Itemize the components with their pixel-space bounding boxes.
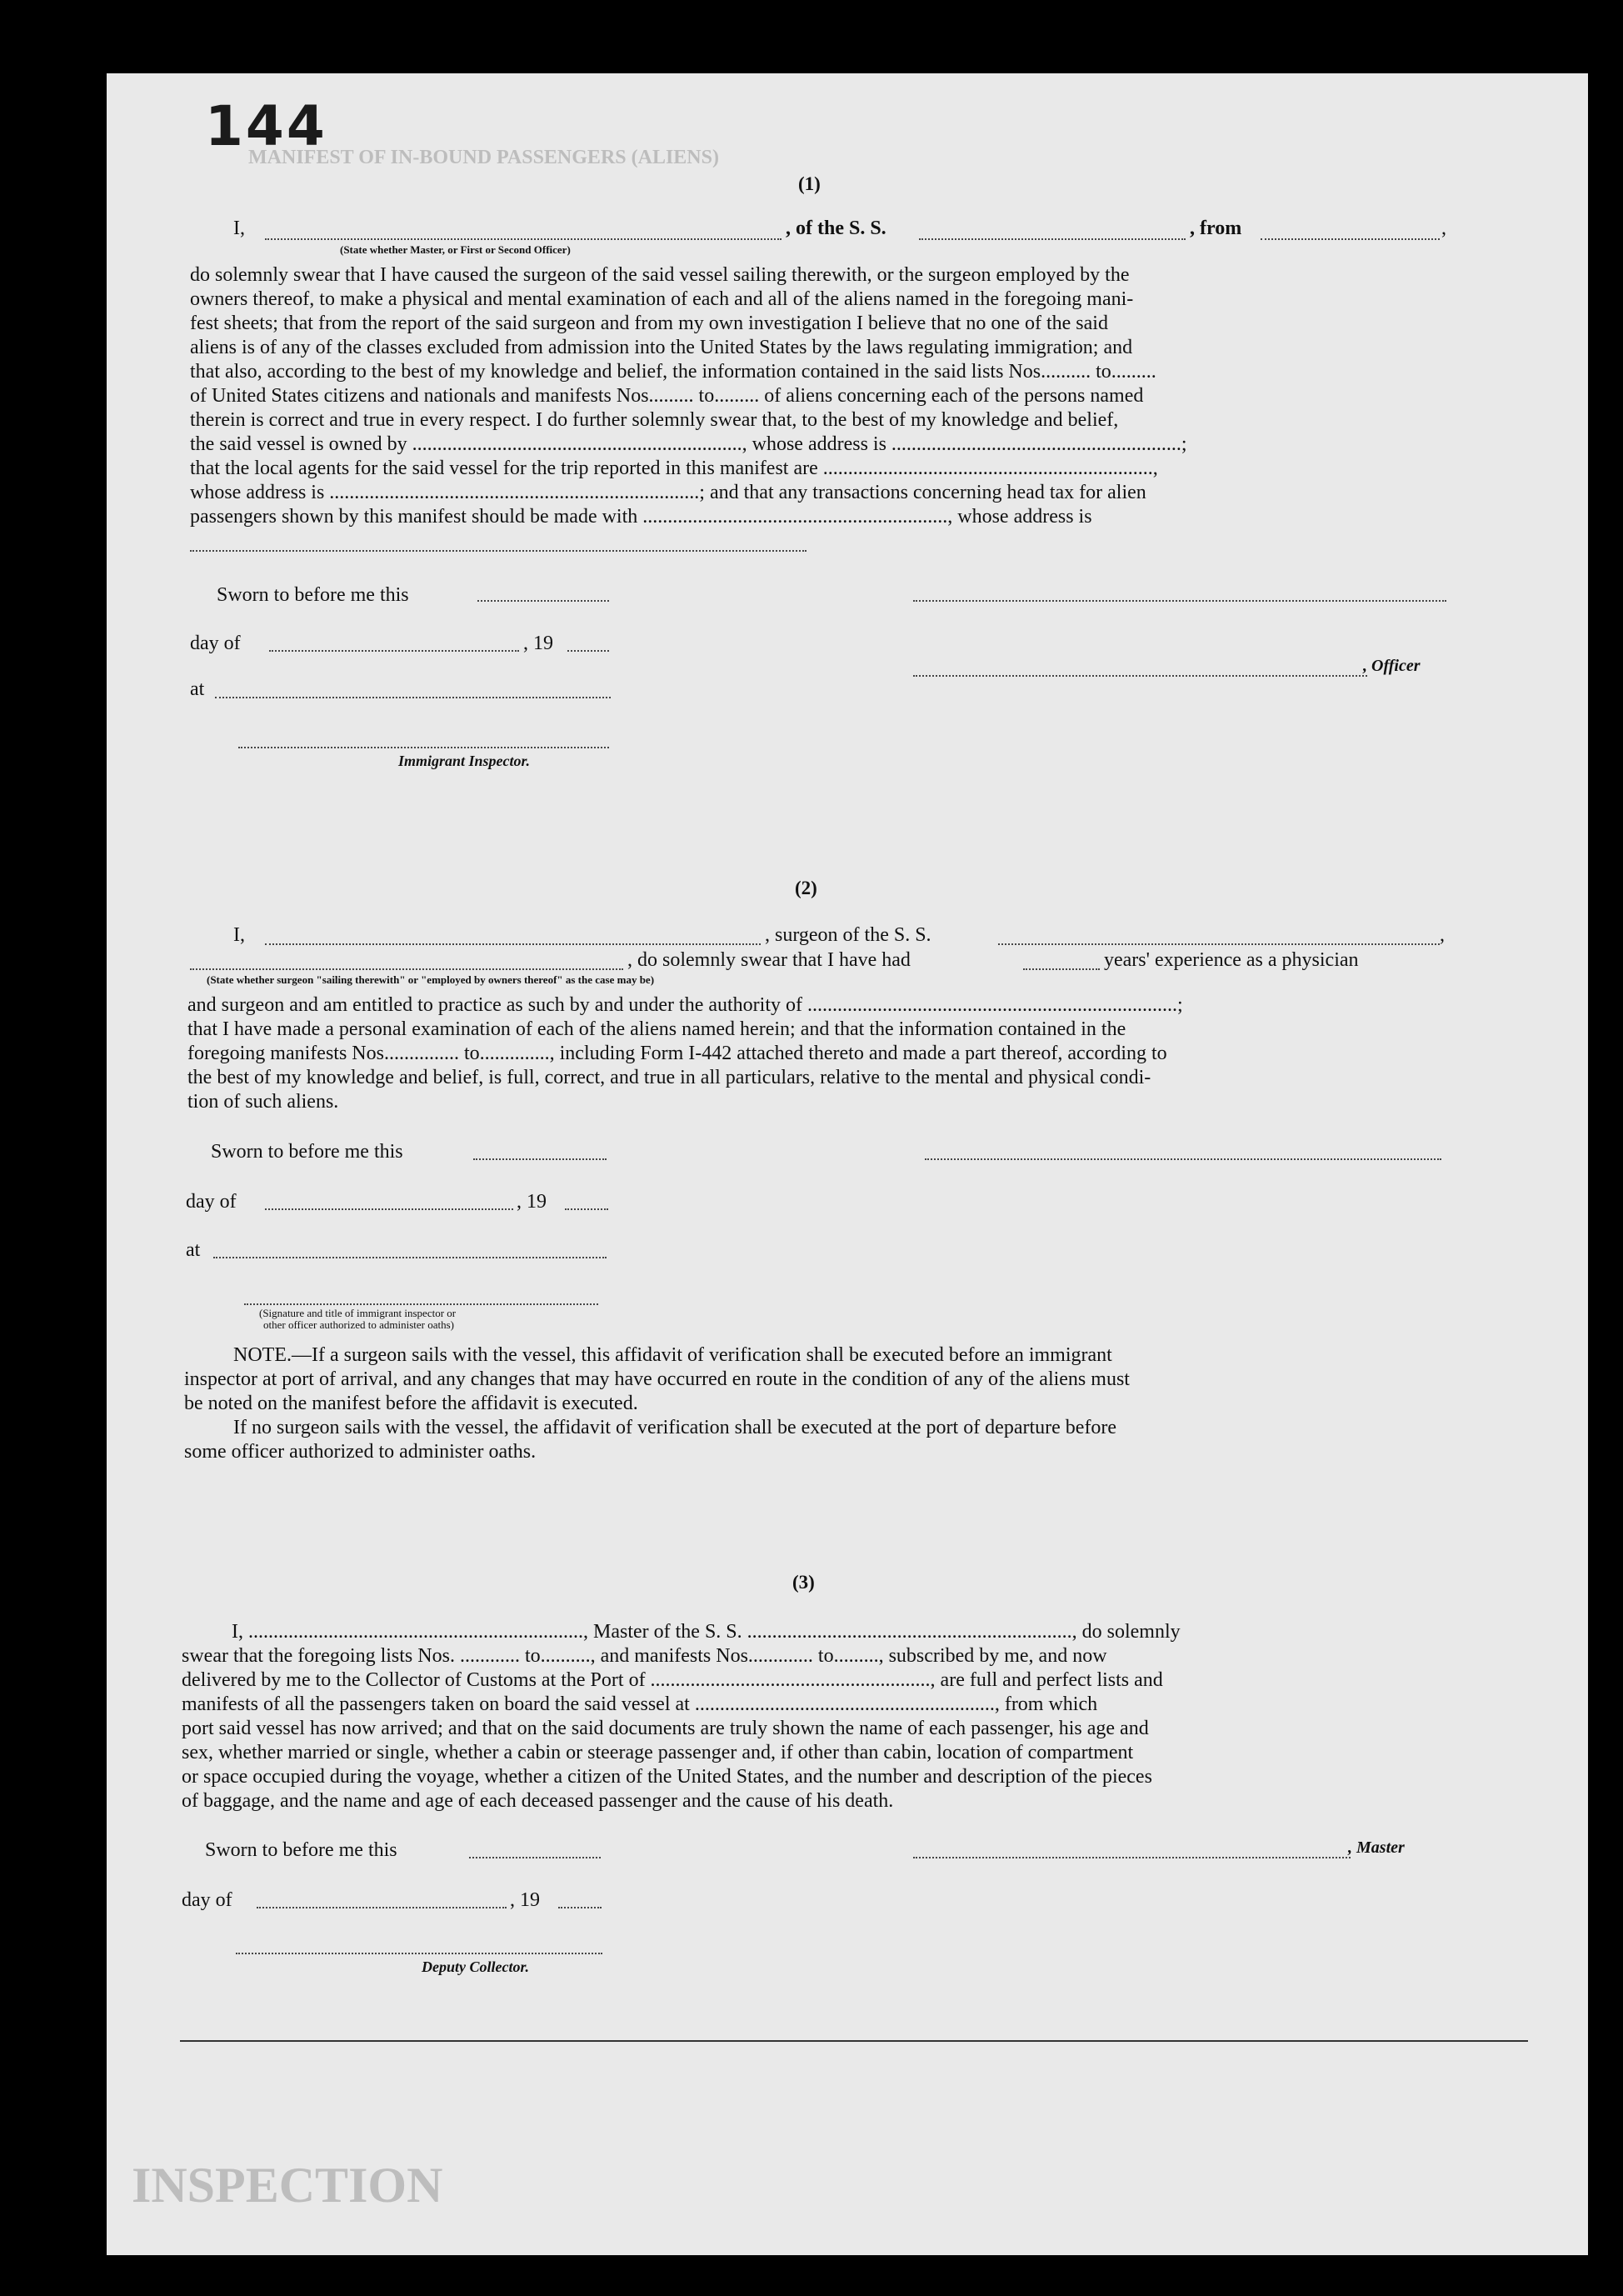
body-line: passengers shown by this manifest should be made with ............................................................., whose address is [190, 506, 1092, 528]
note-line: be noted on the manifest before the affidavit is executed. [184, 1393, 638, 1414]
sworn-label: Sworn to before me this [217, 584, 409, 606]
surgeon-name-field [265, 943, 761, 945]
officer-signature-top-field [913, 600, 1446, 602]
address-field [190, 550, 807, 552]
master-label: , Master [1348, 1838, 1405, 1857]
body-line: foregoing manifests Nos............... to.............., including Form I-442 attached thereto and made a part thereof, according to [187, 1043, 1167, 1064]
bottom-rule [180, 2040, 1528, 2042]
body-line: swear that the foregoing lists Nos. ............ to.........., and manifests Nos............. to........., subscribed by me, and now [182, 1645, 1107, 1667]
signature-note-1: (Signature and title of immigrant inspector or [259, 1307, 457, 1319]
body-line: fest sheets; that from the report of the said surgeon and from my own investigation I believe that no one of the said [190, 313, 1108, 334]
body-line: or space occupied during the voyage, whether a citizen of the United States, and the number and description of the pieces [182, 1766, 1152, 1788]
body-line: do solemnly swear that I have caused the surgeon of the said vessel sailing therewith, or the surgeon employed by the [190, 264, 1130, 286]
year-label: , 19 [510, 1889, 540, 1911]
day-of-label: day of [190, 633, 241, 654]
body-line: therein is correct and true in every respect. I do further solemnly swear that, to the best of my knowledge and belief, [190, 409, 1119, 431]
year-label: , 19 [517, 1191, 547, 1213]
ship-field [919, 238, 1186, 240]
collector-signature-field [236, 1953, 602, 1954]
body-line: port said vessel has now arrived; and that on the said documents are truly shown the name of each passenger, his age and [182, 1718, 1149, 1739]
day-of-label: day of [182, 1889, 232, 1911]
at-label: at [190, 678, 205, 700]
inspector-signature-field [238, 747, 609, 748]
body-line: aliens is of any of the classes excluded from admission into the United States by the laws regulating immigration; and [190, 337, 1133, 358]
officer-field [913, 675, 1367, 677]
ss-label: , of the S. S. [786, 218, 886, 239]
body-line: that also, according to the best of my knowledge and belief, the information contained in the said lists Nos.......... to......... [190, 361, 1156, 383]
inspector-label: Immigrant Inspector. [398, 753, 531, 769]
at-field [213, 1257, 607, 1258]
handwritten-page-number: 144 [205, 94, 327, 158]
section-2-number: (2) [795, 878, 817, 898]
sworn-field [473, 1158, 607, 1160]
year-field [565, 1208, 608, 1210]
day-field [257, 1907, 507, 1908]
note-line: inspector at port of arrival, and any changes that may have occurred en route in the condition of any of the aliens must [184, 1368, 1130, 1390]
body-line: whose address is ..........................................................................; and that any transactions concerning head tax for alien [190, 482, 1146, 503]
body-line: the said vessel is owned by .................................................................., whose address is ..........................................................; [190, 433, 1187, 455]
body-line: the best of my knowledge and belief, is full, correct, and true in all particulars, relative to the mental and physical condi- [187, 1067, 1151, 1088]
at-field [215, 697, 611, 698]
name-field [265, 238, 782, 240]
years-label: years' experience as a physician [1104, 949, 1359, 971]
year-field [567, 650, 609, 652]
swear-label: , do solemnly swear that I have had [627, 949, 911, 971]
sworn-field [469, 1857, 601, 1858]
oath-pronoun: I, [233, 218, 245, 239]
document-page [107, 73, 1588, 2255]
body-line: of baggage, and the name and age of each deceased passenger and the cause of his death. [182, 1790, 894, 1812]
surgeon-ss-label: , surgeon of the S. S. [765, 924, 931, 946]
body-line: and surgeon and am entitled to practice as such by and under the authority of ..........................................................................; [187, 994, 1183, 1016]
body-line: owners thereof, to make a physical and mental examination of each and all of the aliens named in the foregoing mani- [190, 288, 1134, 310]
oath-pronoun: I, [233, 924, 245, 946]
note-line: NOTE.—If a surgeon sails with the vessel, this affidavit of verification shall be executed before an immigrant [233, 1344, 1112, 1366]
section-1-title-note: (State whether Master, or First or Second Officer) [340, 243, 571, 256]
section-1-number: (1) [798, 173, 821, 194]
from-label: , from [1190, 218, 1242, 239]
day-field [265, 1208, 513, 1210]
comma: , [1441, 218, 1446, 239]
day-field [269, 650, 519, 652]
body-line: I, ..................................................................., Master of the S. S. ................................................................., do solemnly [232, 1621, 1181, 1643]
body-line: that I have made a personal examination of each of the aliens named herein; and that the information contained in the [187, 1018, 1126, 1040]
signature-note-2: other officer authorized to administer oaths) [263, 1318, 454, 1331]
bleed-through-stamp: INSPECTION [132, 2158, 443, 2213]
from-field [1261, 238, 1440, 240]
body-line: of United States citizens and nationals and manifests Nos......... to......... of aliens concerning each of the persons named [190, 385, 1144, 407]
sworn-label: Sworn to before me this [205, 1839, 397, 1861]
body-line: tion of such aliens. [187, 1091, 339, 1113]
signature-field [925, 1158, 1441, 1160]
body-line: sex, whether married or single, whether a cabin or steerage passenger and, if other than cabin, location of compartment [182, 1742, 1134, 1763]
sworn-field [477, 600, 609, 602]
bleed-through-header: MANIFEST OF IN-BOUND PASSENGERS (ALIENS) [248, 147, 719, 168]
surgeon-ship-field [998, 943, 1440, 945]
body-line: that the local agents for the said vessel for the trip reported in this manifest are .................................................................., [190, 458, 1158, 479]
body-line: delivered by me to the Collector of Customs at the Port of ........................................................, are full and perfect lists and [182, 1669, 1163, 1691]
inspector-signature-field [244, 1303, 598, 1305]
year-field [558, 1907, 602, 1908]
day-of-label: day of [186, 1191, 237, 1213]
section-3-number: (3) [792, 1572, 815, 1593]
body-line: manifests of all the passengers taken on board the said vessel at ............................................................, from which [182, 1693, 1098, 1715]
surgeon-type-field [190, 968, 623, 970]
comma: , [1440, 924, 1445, 946]
note-line: some officer authorized to administer oaths. [184, 1441, 537, 1463]
at-label: at [186, 1239, 201, 1261]
note-line: If no surgeon sails with the vessel, the affidavit of verification shall be executed at the port of departure before [233, 1417, 1117, 1438]
section-2-surgeon-note: (State whether surgeon "sailing therewith" or "employed by owners thereof" as the case may be) [207, 973, 655, 986]
year-label: , 19 [523, 633, 553, 654]
officer-label: , Officer [1363, 657, 1421, 675]
sworn-label: Sworn to before me this [211, 1141, 403, 1163]
master-signature-field [913, 1857, 1351, 1858]
years-field [1023, 968, 1100, 970]
collector-label: Deputy Collector. [422, 1958, 529, 1975]
